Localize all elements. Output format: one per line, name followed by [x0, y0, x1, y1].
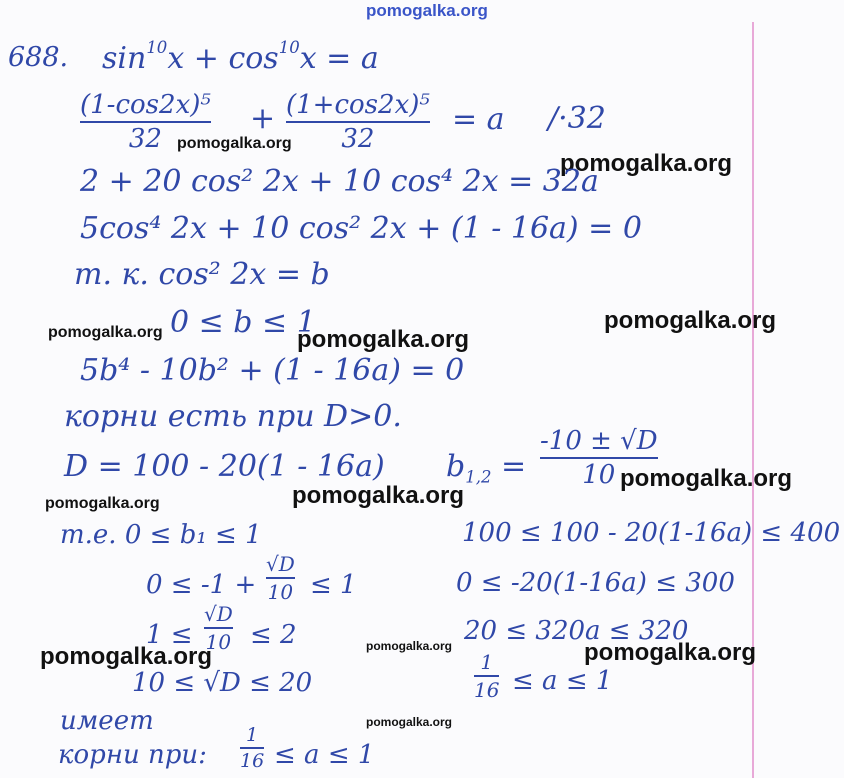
- left-step-3-fraction: √D 10: [204, 602, 233, 654]
- right-step-4-post: ≤ a ≤ 1: [512, 666, 613, 696]
- watermark: pomogalka.org: [584, 639, 757, 666]
- right-step-4-fraction: 1 16: [474, 650, 500, 702]
- equation-line-9: D = 100 - 20(1 - 16a): [64, 449, 385, 484]
- watermark: pomogalka.org: [366, 639, 453, 653]
- left-step-3-post: ≤ 2: [250, 620, 297, 650]
- left-step-1: т.е. 0 ≤ b₁ ≤ 1: [60, 520, 262, 550]
- right-step-1: 100 ≤ 100 - 20(1-16a) ≤ 400: [462, 518, 841, 548]
- right-step-2: 0 ≤ -20(1-16a) ≤ 300: [456, 568, 735, 598]
- equation-line-8: корни есть при D>0.: [64, 399, 402, 434]
- answer-line-2-pre: корни при:: [58, 740, 207, 770]
- plus-sign: +: [250, 101, 276, 136]
- fraction-1: (1-cos2x)⁵ 32: [80, 90, 211, 154]
- watermark: pomogalka.org: [560, 150, 733, 177]
- equation-line-6: 0 ≤ b ≤ 1: [170, 305, 316, 340]
- problem-number: 688.: [8, 42, 69, 73]
- equation-rhs: = a: [452, 102, 505, 137]
- watermark: pomogalka.org: [620, 465, 793, 492]
- right-step-3: 20 ≤ 320a ≤ 320: [464, 616, 689, 646]
- watermark: pomogalka.org: [48, 324, 163, 341]
- roots-formula-lhs: $b_{1,2}$ =: [446, 449, 527, 487]
- left-step-4: 10 ≤ √D ≤ 20: [132, 668, 313, 698]
- watermark: pomogalka.org: [297, 326, 470, 353]
- multiplier-note: /·32: [548, 101, 606, 136]
- answer-line-2-post: ≤ a ≤ 1: [274, 740, 375, 770]
- left-step-2-post: ≤ 1: [310, 570, 357, 600]
- roots-formula-fraction: -10 ± √D 10: [540, 426, 658, 490]
- answer-line-1: имеет: [60, 706, 154, 736]
- left-step-2-pre: 0 ≤ -1 +: [146, 570, 257, 600]
- equation-line-3: 2 + 20 cos² 2x + 10 cos⁴ 2x = 32a: [80, 164, 599, 199]
- watermark: pomogalka.org: [45, 495, 160, 512]
- equation-line-7: 5b⁴ - 10b² + (1 - 16a) = 0: [80, 353, 465, 388]
- fraction-2: (1+cos2x)⁵ 32: [286, 90, 430, 154]
- equation-line-5: т. к. cos² 2x = b: [74, 257, 330, 292]
- answer-fraction: 1 16: [240, 724, 265, 772]
- watermark: pomogalka.org: [177, 135, 292, 152]
- equation-line-4: 5cos⁴ 2x + 10 cos² 2x + (1 - 16a) = 0: [80, 211, 642, 246]
- watermark: pomogalka.org: [366, 715, 453, 729]
- left-step-3-pre: 1 ≤: [146, 620, 193, 650]
- watermark-top: pomogalka.org: [366, 1, 488, 20]
- watermark: pomogalka.org: [40, 643, 213, 670]
- equation-line-1: $\sin^{10}x + \cos^{10}x = a$: [102, 38, 379, 76]
- watermark: pomogalka.org: [292, 482, 465, 509]
- watermark: pomogalka.org: [604, 307, 777, 334]
- left-step-2-fraction: √D 10: [266, 552, 295, 604]
